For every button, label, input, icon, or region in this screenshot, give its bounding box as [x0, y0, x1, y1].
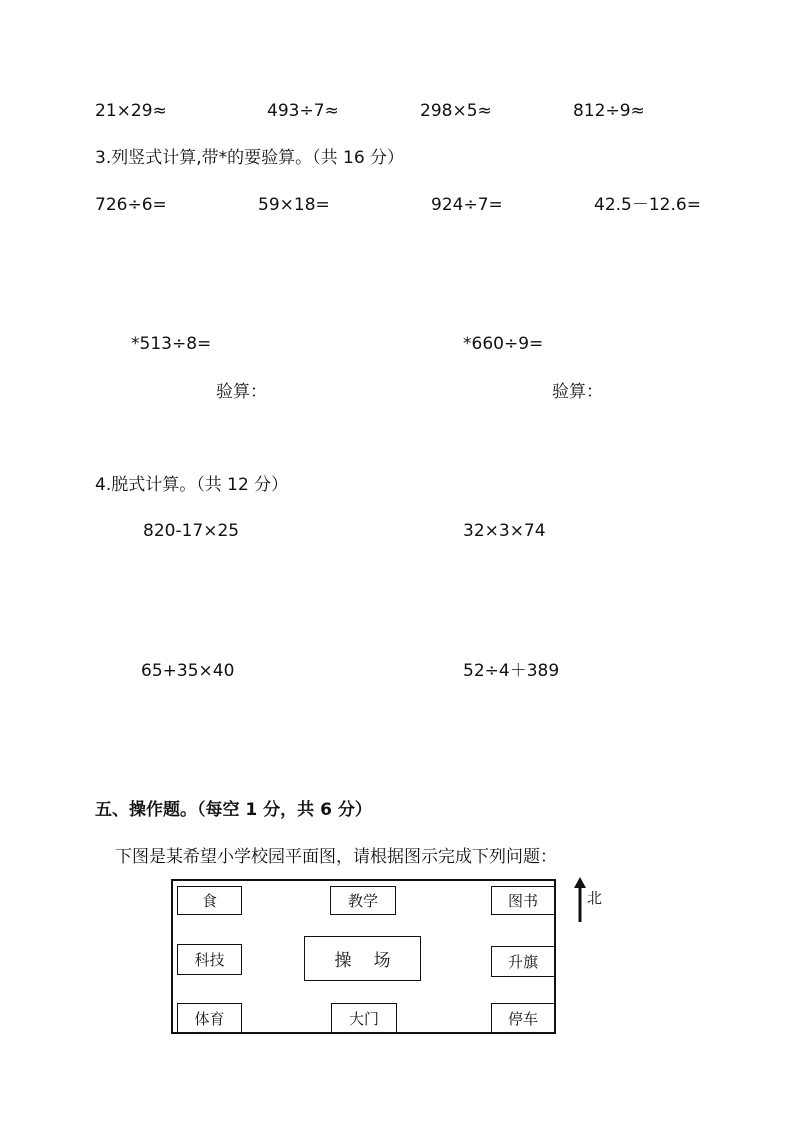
campus-map: [171, 879, 556, 1034]
estimate-item-3: 298×5≈: [420, 101, 492, 121]
step-calc-2: 32×3×74: [463, 521, 546, 541]
step-calc-3: 65+35×40: [141, 661, 235, 681]
estimate-item-4: 812÷9≈: [573, 101, 645, 121]
section4-title: 4.脱式计算。（共 12 分）: [95, 475, 289, 495]
step-calc-1: 820-17×25: [143, 521, 240, 541]
map-library: 图书: [491, 886, 555, 915]
check-label-1: 验算：: [216, 382, 267, 402]
map-technology: 科技: [177, 944, 242, 975]
map-playground: 操场: [304, 936, 421, 981]
step-calc-4: 52÷4＋389: [463, 661, 560, 681]
section3-title: 3.列竖式计算,带*的要验算。（共 16 分）: [95, 148, 405, 168]
vertical-calc-5: *513÷8=: [131, 334, 212, 354]
map-flag-raising: 升旗: [491, 946, 555, 977]
vertical-calc-2: 59×18=: [258, 195, 330, 215]
estimate-item-1: 21×29≈: [95, 101, 167, 121]
check-label-2: 验算：: [552, 382, 603, 402]
map-main-gate: 大门: [331, 1003, 397, 1033]
vertical-calc-1: 726÷6=: [95, 195, 167, 215]
map-cafeteria: 食: [177, 886, 242, 915]
map-parking: 停车: [491, 1003, 555, 1033]
section5-title: 五、操作题。（每空 1 分，共 6 分）: [95, 800, 372, 820]
vertical-calc-4: 42.5－12.6=: [594, 195, 701, 215]
map-teaching-building: 教学: [330, 886, 396, 915]
north-arrow-icon: [573, 877, 587, 922]
estimate-item-2: 493÷7≈: [267, 101, 339, 121]
map-sports: 体育: [177, 1003, 242, 1033]
vertical-calc-6: *660÷9=: [463, 334, 544, 354]
vertical-calc-3: 924÷7=: [431, 195, 503, 215]
north-label: 北: [587, 889, 603, 907]
section5-instruction: 下图是某希望小学校园平面图，请根据图示完成下列问题：: [115, 847, 557, 867]
